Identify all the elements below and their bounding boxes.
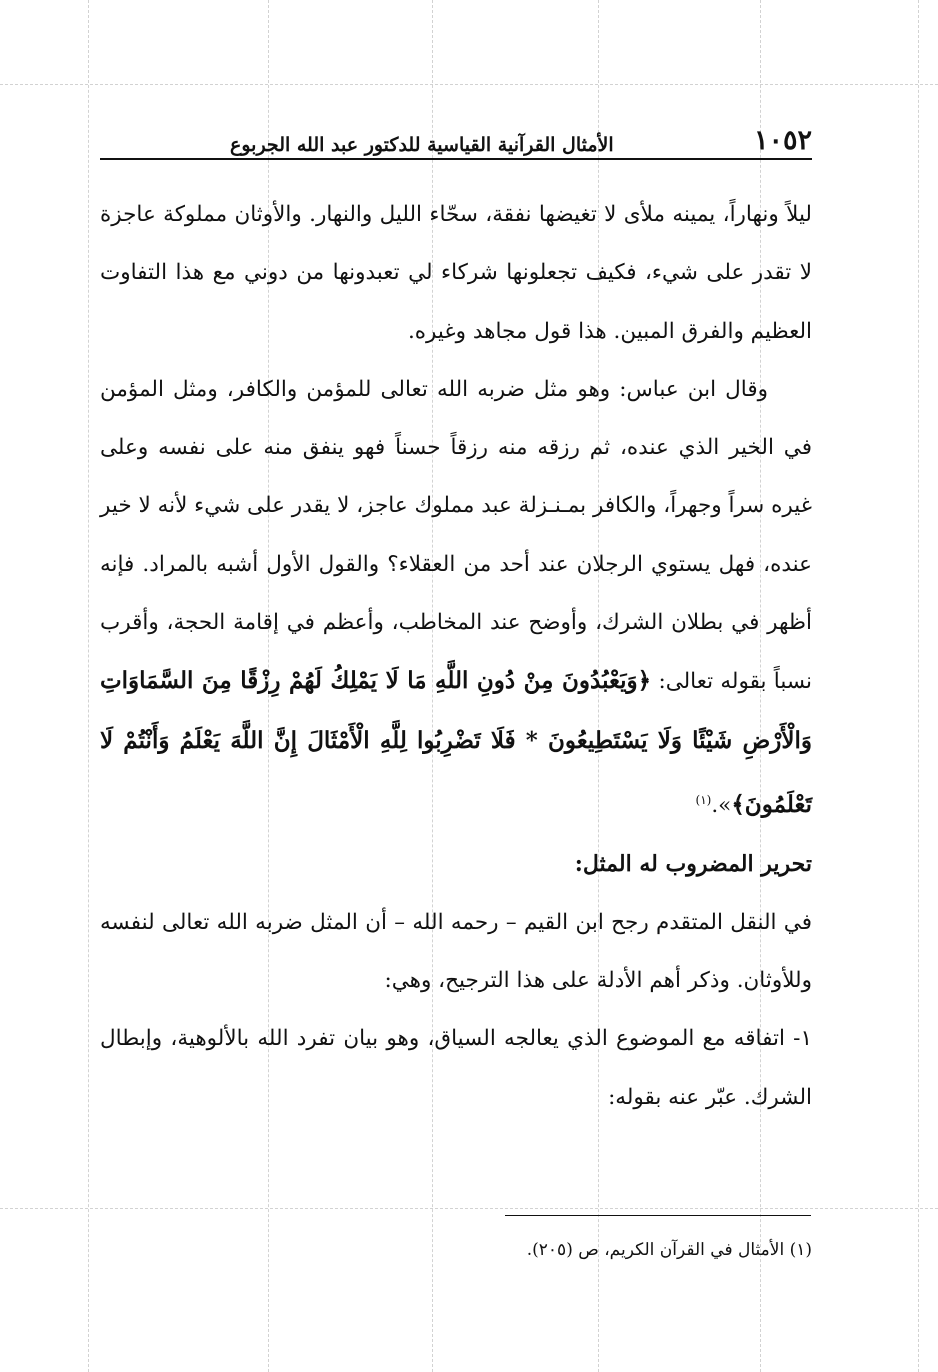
footnote-separator [505, 1215, 811, 1216]
page-header [100, 116, 812, 156]
footnote-reference: (١) [695, 792, 712, 807]
paragraph: في النقل المتقدم رجح ابن القيم – رحمه الله – أن المثل ضربه الله تعالى لنفسه وللأوثان. وذكر أهم الأدلة على هذا الترجيح، وهي: [100, 909, 812, 994]
page-number: ١٠٥٢ [753, 125, 812, 156]
guide-line [0, 1208, 938, 1209]
guide-line [88, 0, 89, 1372]
paragraph-text: وقال ابن عباس: وهو مثل ضربه الله تعالى للمؤمن والكافر، ومثل المؤمن في الخير الذي عنده، ثم رزقه منه رزقاً حسناً فهو ينفق منه على نفسه وعلى غيره سراً وجهراً، والكافر بمـنـزلة عبد مملوك عاجز، لا يقدر على شيء لأنه لا خير عنده، فهل يستوي الرجلان عند أحد من العقلاء؟ والقول الأول أشبه بالمراد. فإنه أظهر في بطلان الشرك، وأوضح عند المخاطب، وأعظم في إقامة الحجة، وأقرب نسباً بقوله تعالى: [100, 376, 812, 695]
running-title: الأمثال القرآنية القياسية للدكتور عبد الله الجربوع [230, 134, 614, 156]
header-rule [100, 158, 812, 160]
paragraph [100, 361, 812, 836]
quote-close: ». [711, 793, 732, 819]
section-heading: تحرير المضروب له المثل: [574, 851, 812, 878]
footnote: (١) الأمثال في القرآن الكريم، ص (٢٠٥). [526, 1240, 812, 1260]
paragraph: ١- اتفاقه مع الموضوع الذي يعالجه السياق، وهو بيان تفرد الله بالألوهية، وإبطال الشرك. عبّر عنه بقوله: [100, 1026, 812, 1110]
guide-line [0, 84, 938, 85]
paragraph: ليلاً ونهاراً، يمينه ملأى لا تغيضها نفقة، سحّاء الليل والنهار. والأوثان مملوكة عاجزة لا تقدر على شيء، فكيف تجعلونها شركاء لي تعبدونها من دوني مع هذا التفاوت العظيم والفرق المبين. هذا قول مجاهد وغيره. [100, 202, 812, 344]
body-text [100, 186, 812, 1127]
quran-verse: ﴿وَيَعْبُدُونَ مِنْ دُونِ اللَّهِ مَا لَا يَمْلِكُ لَهُمْ رِزْقًا مِنَ السَّمَاوَاتِ وَالْأَرْضِ شَيْئًا وَلَا يَسْتَطِيعُونَ * فَلَا تَضْرِبُوا لِلَّهِ الْأَمْثَالَ إِنَّ اللَّهَ يَعْلَمُ وَأَنْتُمْ لَا تَعْلَمُونَ﴾ [100, 667, 812, 819]
guide-line [918, 0, 919, 1372]
